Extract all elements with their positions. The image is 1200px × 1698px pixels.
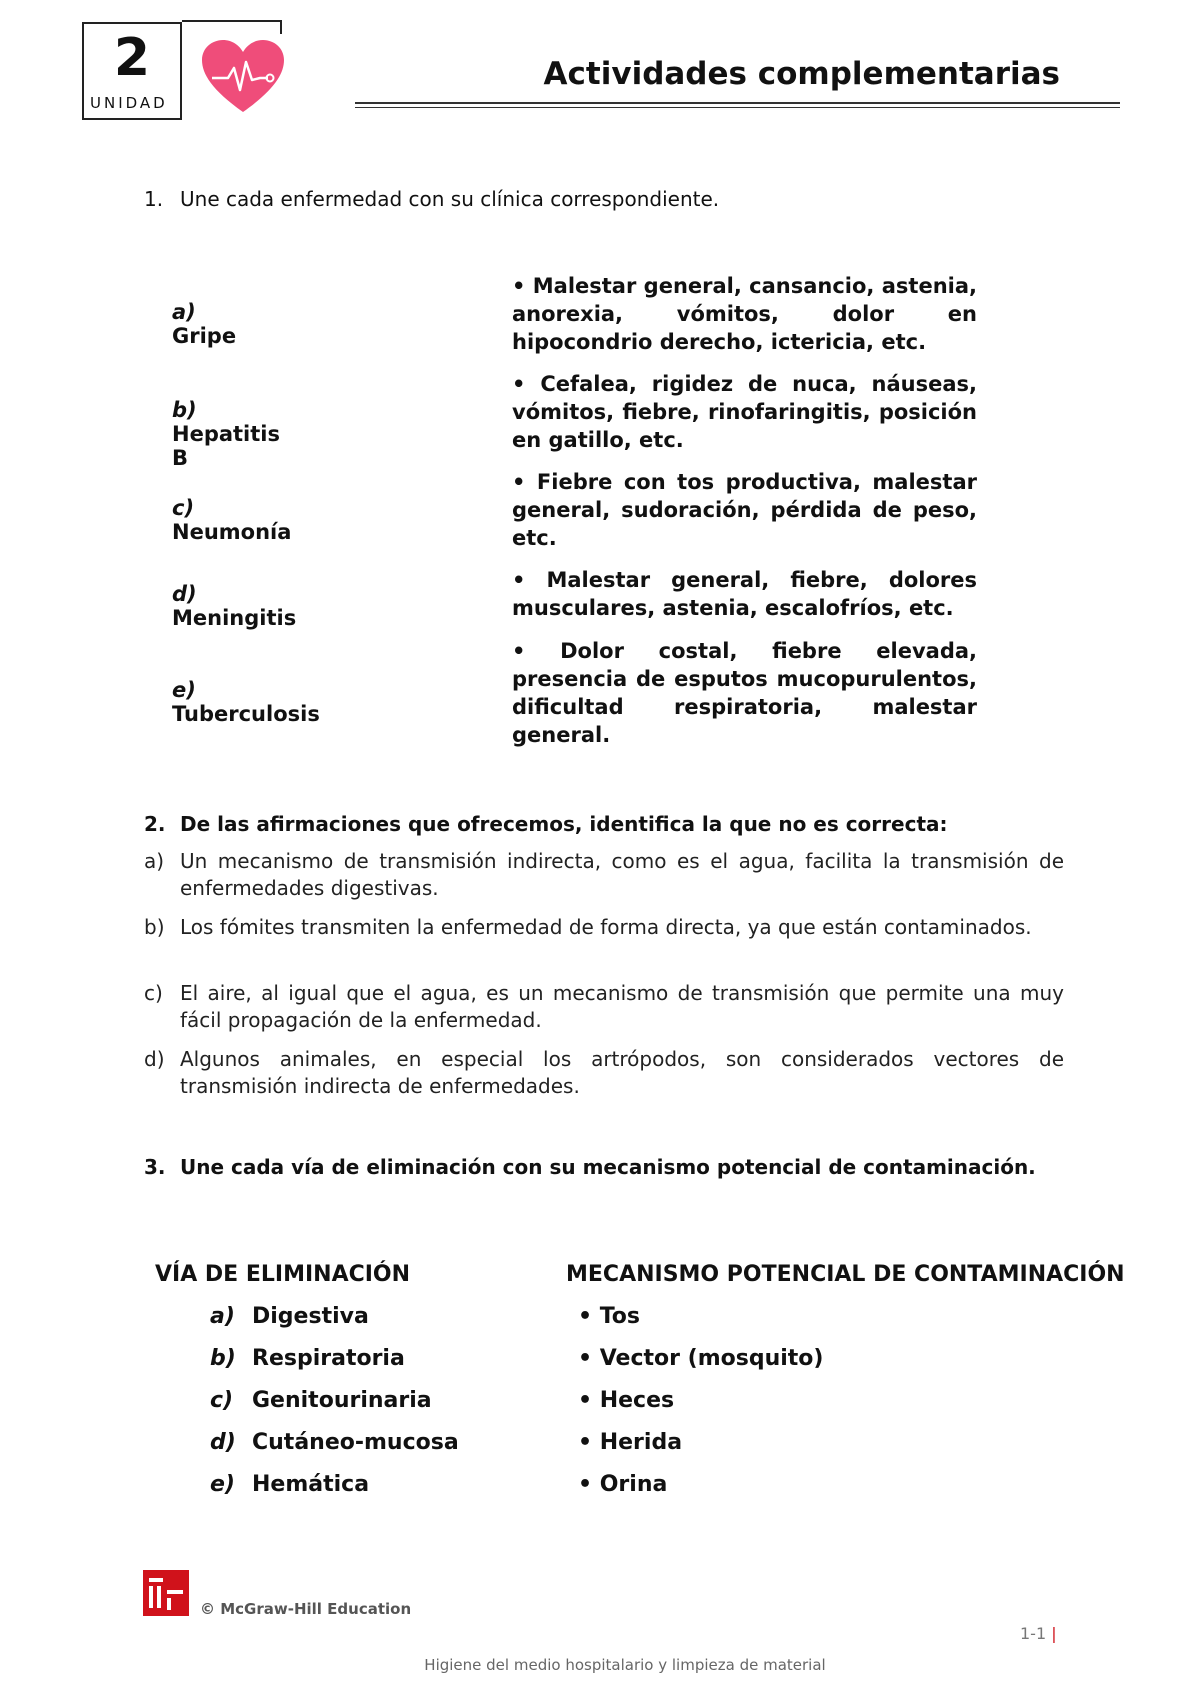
page-title: Actividades complementarias <box>543 56 1060 92</box>
unit-badge <box>82 22 182 120</box>
col-header-route: VÍA DE ELIMINACIÓN <box>155 1262 411 1287</box>
title-rule-thin <box>355 107 1120 108</box>
clinic-item: • Malestar general, cansancio, astenia, anorexia, vómitos, dolor en hipocondrio derecho, ictericia, etc. <box>512 274 977 354</box>
publisher-logo <box>143 1570 189 1616</box>
clinic-item: • Malestar general, fiebre, dolores musculares, astenia, escalofríos, etc. <box>512 568 977 620</box>
question-number: 3. <box>144 1155 166 1179</box>
mechanism-item: • Vector (mosquito) <box>578 1346 824 1371</box>
route-item: d) Cutáneo-mucosa <box>210 1430 459 1455</box>
question-text: Une cada enfermedad con su clínica correspondiente. <box>180 187 720 211</box>
mechanism-item: • Orina <box>578 1472 668 1497</box>
clinic-item: • Dolor costal, fiebre elevada, presencia de esputos mucopurulentos, dificultad respiratoria, malestar general. <box>512 639 977 747</box>
copyright: © McGraw-Hill Education <box>200 1600 412 1618</box>
mechanism-item: • Heces <box>578 1388 675 1413</box>
mechanism-item: • Herida <box>578 1430 683 1455</box>
route-item: c) Genitourinaria <box>210 1388 432 1413</box>
question-2 <box>144 811 1064 838</box>
clinic-item: • Cefalea, rigidez de nuca, náuseas, vómitos, fiebre, rinofaringitis, posición en gatillo, etc. <box>512 372 977 452</box>
footer-subtitle: Higiene del medio hospitalario y limpieza de material <box>424 1656 826 1674</box>
route-item: e) Hemática <box>210 1472 370 1497</box>
option-d: d) Algunos animales, en especial los artrópodos, son considerados vectores de transmisión indirecta de enfermedades. <box>144 1047 1064 1098</box>
disease-item: d)Meningitis <box>172 582 297 630</box>
disease-item: c)Neumonía <box>172 496 292 544</box>
mechanism-item: • Tos <box>578 1304 641 1329</box>
disease-item: e)Tuberculosis <box>172 678 320 726</box>
title-rule <box>355 102 1120 104</box>
question-number: 1. <box>144 187 164 211</box>
unit-number: 2 <box>113 28 151 88</box>
heartbeat-icon <box>202 40 284 116</box>
header-rule-top <box>182 20 282 22</box>
header-rule-tick <box>280 20 282 34</box>
question-text: Une cada vía de eliminación con su mecanismo potencial de contaminación. <box>180 1155 1036 1179</box>
option-c: c) El aire, al igual que el agua, es un mecanismo de transmisión que permite una muy fácil propagación de la enfermedad. <box>144 981 1064 1032</box>
col-header-mechanism: MECANISMO POTENCIAL DE CONTAMINACIÓN <box>566 1262 1125 1287</box>
disease-item: a)Gripe <box>172 300 237 348</box>
route-item: a) Digestiva <box>210 1304 369 1329</box>
option-a: a) Un mecanismo de transmisión indirecta, como es el agua, facilita la transmisión de enfermedades digestivas. <box>144 849 1064 900</box>
question-3 <box>144 1154 1064 1181</box>
question-1 <box>144 186 1064 213</box>
page-number: 1-1 | <box>1020 1624 1057 1643</box>
clinic-item: • Fiebre con tos productiva, malestar general, sudoración, pérdida de peso, etc. <box>512 470 977 550</box>
route-item: b) Respiratoria <box>210 1346 405 1371</box>
option-b: b) Los fómites transmiten la enfermedad de forma directa, ya que están contaminados. <box>144 915 1032 939</box>
question-number: 2. <box>144 812 166 836</box>
disease-item: b)Hepatitis B <box>172 398 280 470</box>
question-text: De las afirmaciones que ofrecemos, identifica la que no es correcta: <box>180 812 948 836</box>
unit-label: UNIDAD <box>90 94 168 112</box>
